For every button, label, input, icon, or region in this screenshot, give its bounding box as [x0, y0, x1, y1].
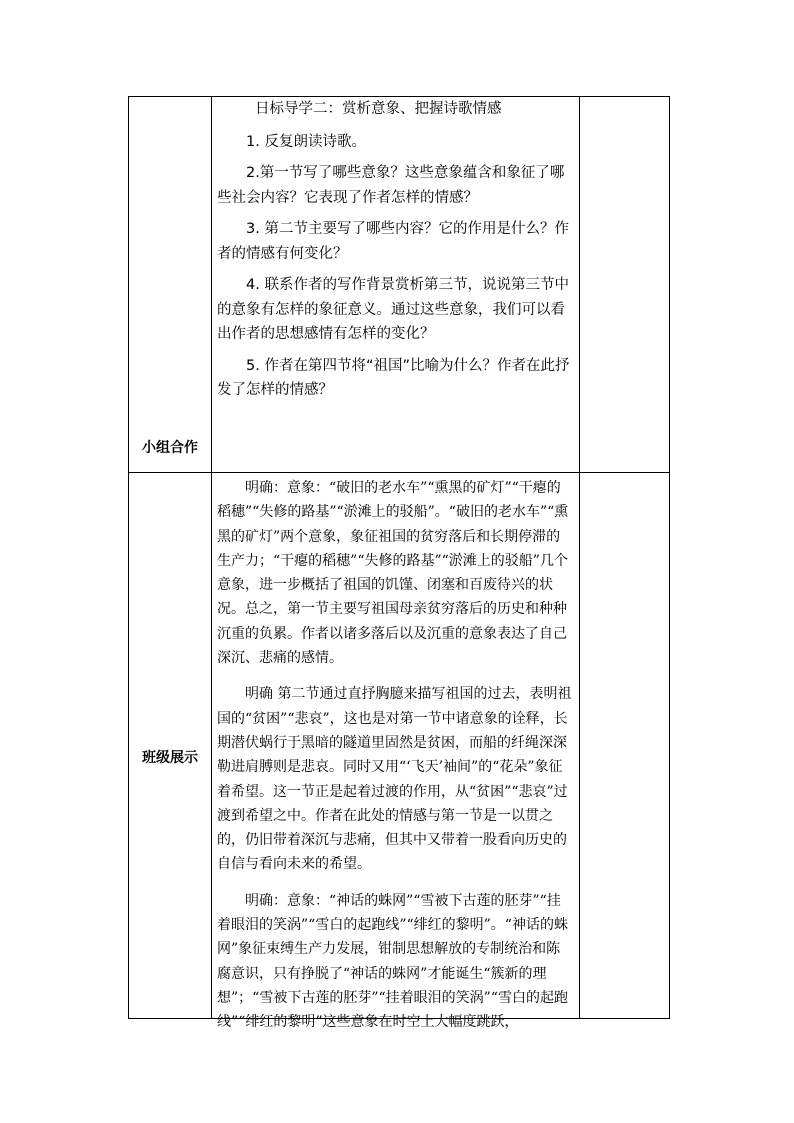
- group-work-content: [213, 97, 579, 410]
- lesson-table: [128, 96, 670, 1031]
- question-item: 1. 反复朗读诗歌。: [246, 133, 366, 150]
- question-item: 3. 第二节主要写了哪些内容？它的作用是什么？作者的情感有何变化？: [217, 221, 569, 262]
- answer-paragraph: 明确：意象：“神话的蛛网”“雪被下古莲的胚芽”“挂着眼泪的笑涡”“雪白的起跑线”“绯红的黎明”。“神话的蛛网”象征束缚生产力发展，钳制思想解放的专制统治和陈腐意识，只有挣脱了“神话的蛛网”才能诞生“簇新的理想”；“雪被下古莲的胚芽”“挂着眼泪的笑涡”“雪白的起跑线”“绯红的黎明”这些意象在时空上大幅度跳跃，: [217, 892, 568, 1031]
- class-display-content: [213, 476, 579, 1047]
- answer-paragraph: 明确：意象：“破旧的老水车”“熏黑的矿灯”“干瘪的稻穗”“失修的路基”“淤滩上的驳船”。“破旧的老水车”“熏黑的矿灯”两个意象，象征祖国的贫穷落后和长期停滞的生产力；“干瘪的稻穗”“失修的路基”“淤滩上的驳船”几个意象，进一步概括了祖国的饥馑、闭塞和百废待兴的状况。总之，第一节主要写祖国母亲贫穷落后的历史和种种沉重的负累。作者以诸多落后以及沉重的意象表达了自己深沉、悲痛的感情。: [217, 480, 569, 667]
- question-item: 4. 联系作者的写作背景赏析第三节，说说第三节中的意象有怎样的象征意义。通过这些意象，我们可以看出作者的思想感情有怎样的变化？: [217, 277, 569, 342]
- column-divider-left: [211, 97, 212, 1018]
- row-label-class-display: 班级展示: [142, 750, 198, 766]
- section-title: 日标导学二：赏析意象、把握诗歌情感: [255, 101, 502, 117]
- question-item: 2.第一节写了哪些意象？这些意象蕴含和象征了哪些社会内容？它表现了作者怎样的情感？: [217, 165, 565, 206]
- row-label-group-work: 小组合作: [142, 440, 198, 456]
- answer-paragraph: 明确 第二节通过直抒胸臆来描写祖国的过去，表明祖国的“贫困”“悲哀”，这也是对第一节中诸意象的诠释，长期潜伏蜗行于黑暗的隧道里固然是贫困，而船的纤绳深深勒进肩膊则是悲哀。同时又用“‘飞天’袖间”的“花朵”象征着希望。这一节正是起着过渡的作用，从“贫困”“悲哀”过渡到希望之中。作者在此处的情感与第一节是一以贯之的，仍旧带着深沉与悲痛，但其中又带着一股看向历史的自信与看向未来的希望。: [217, 686, 572, 873]
- question-item: 5. 作者在第四节将“祖国”比喻为什么？作者在此抒发了怎样的情感？: [217, 357, 570, 398]
- column-divider-right: [579, 97, 580, 1018]
- row-divider: [129, 472, 669, 473]
